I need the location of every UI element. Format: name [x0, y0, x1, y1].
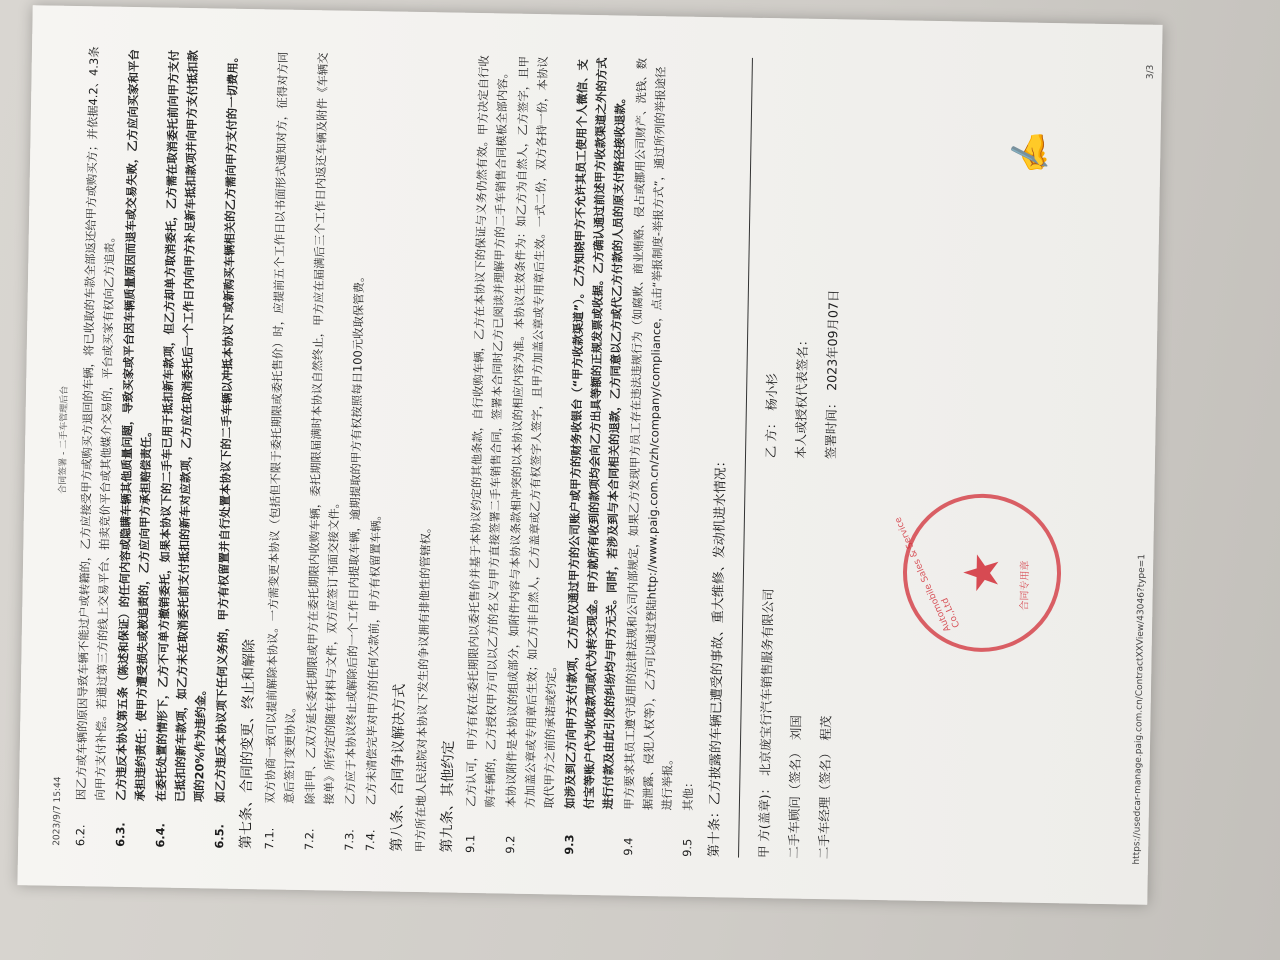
- party-b-column: [756, 58, 853, 460]
- clause-text: 甲方要求其员工遵守适用的法律法规和公司内部规定，如果乙方发现甲方员工存在违法违规行为（如腐败、商业贿赂、侵占或挪用公司财产、洗钱、数据泄露、侵犯人权等），乙方可以通过登陆http://www.paig.com.cn/zh/company/compliance，点击“举报制度-举报方式”，通过所列的举报途径进行举报。: [621, 57, 675, 811]
- clause-number: 7.2.: [302, 828, 317, 851]
- page-doc-title: 合同签署 - 二手车管理后台: [58, 385, 71, 494]
- clause-number: 9.4: [621, 837, 636, 856]
- clause-text: 在委托处置的情形下，乙方不可单方撤销委托，如果本协议下的二手车已用于抵扣新车款项，但乙方却单方取消委托，乙方需在取消委托前向甲方支付已抵扣的新车款项，如乙方未在取消委托前支付抵扣的新车对应款项，乙方应在取消委托后一个工作日内向甲方补足新车抵扣款项并向甲方支付抵扣款项的20%作为违约金。: [153, 49, 208, 803]
- clause-number: 6.4.: [153, 822, 168, 848]
- clause-number: 7.3.: [342, 828, 357, 851]
- clause-number: 7.1.: [262, 827, 277, 850]
- sign-date: 2023年09月07日: [824, 289, 841, 391]
- section-8-text: 甲方所在地人民法院对本协议下发生的争议拥有排他性的管辖权。: [413, 521, 433, 853]
- date-label: 签署时间：: [822, 396, 840, 460]
- party-b-label: 乙 方：: [762, 416, 779, 459]
- clause-text: 乙方应于本协议终止或解除后的一个工作日内提取车辆，逾期提取的甲方有权按照每日100元收取保管费。: [342, 270, 367, 805]
- clause-text: 本协议附件是本协议的组成部分，如附件内容与本协议条款相冲突的以本协议的相应内容为准。本协议生效条件为：如乙方为自然人，乙方签字，且甲方加盖公章或专用章后生效；如乙方非自然人，乙方盖章或乙方有权签字人签字，且甲方加盖公章或专用章后生效。一式二份，双方各持一份，本协议取代甲方之前的承诺或约定。: [503, 55, 559, 809]
- clause-number: 6.2.: [73, 824, 88, 847]
- manager-label: 二手车经理（签名）: [815, 746, 833, 860]
- footer-url: https://usedcar-manage.paig.com.cn/ContractXXView/43046?type=1: [1131, 553, 1148, 865]
- advisor-signature: 刘国: [788, 714, 804, 741]
- party-a-label: 甲 方(盖章)：: [755, 781, 773, 859]
- advisor-label: 二手车顾问（签名）: [785, 745, 803, 859]
- clause-number: 9.2: [503, 835, 518, 854]
- seal-ring-text: Automobile Sales & Service Co.,Ltd: [893, 515, 963, 633]
- section-9-title: 第九条、其他约定: [439, 740, 457, 853]
- page-content: [48, 46, 1132, 865]
- print-timestamp: 2023/9/7 15:44: [52, 776, 64, 846]
- clause-number: 9.1: [463, 834, 478, 854]
- clause-text: 如乙方违反本协议项下任何义务的，甲方有权留置并自行处置本协议下的二手车辆以冲抵本协议下或新购买车辆相关的乙方需向甲方支付的一切费用。: [212, 50, 240, 803]
- clause-text: 其他：: [680, 776, 696, 811]
- manager-signature: 程茂: [818, 715, 834, 741]
- page-number: 3/3: [1145, 64, 1156, 80]
- seal-inner-text: 合同专用章: [1019, 560, 1032, 611]
- clause-number: 9.5: [680, 838, 695, 857]
- party-a-name: 北京庞宝行汽车销售服务有限公司: [757, 588, 776, 776]
- clause-text: 除非甲、乙双方延长委托期限或甲方在委托期限内收购车辆，委托期限届满时本协议自然终止，甲方应在届满后三个工作日内返还车辆及附件《车辆交接单》所约定的随车材料与文件，双方应签订书面交接文件。: [302, 52, 342, 805]
- signature-block: [738, 58, 853, 860]
- clause-text: 因乙方或车辆的原因导致车辆不能过户或转籍的，乙方应接受甲方或购买方退回的车辆，将已收取的车款全部返还给甲方或购买方；并依据4.2、4.3条向甲方支付补偿。若通过第三方的线上交易平台、拍卖竞价平台或其他媒介交易的，平台或买家有权向乙方追责。: [73, 46, 117, 801]
- clause-text: 双方协商一致可以提前解除本协议。一方需变更本协议（包括但不限于委托期限或委托售价）时，应提前五个工作日以书面形式通知对方，征得对方同意后签订变更协议。: [262, 51, 298, 804]
- party-a-column: [749, 458, 846, 860]
- clause-text: 乙方违反本协议第五条（陈述和保证）的任何内容或隐瞒车辆其他质量问题，导致买家或平台因车辆质量原因而退车或交易失败，乙方应向买家和平台承担违约责任；使甲方遭受损失或被追责的，乙方应向甲方承担赔偿责任。: [113, 49, 154, 802]
- section-7-title: 第七条、合同的变更、终止和解除: [238, 638, 258, 850]
- clause-number: 7.4.: [363, 829, 378, 852]
- party-b-name: 杨小杉: [763, 373, 780, 411]
- clause-number: 6.3.: [113, 822, 128, 847]
- clause-text: 如涉及到乙方向甲方支付款项，乙方应仅通过甲方的公司账户或甲方的财务收银台（“甲方收款渠道”）。乙方知晓甲方不允许其员工使用个人微信、支付宝等账户代为收取款项或代为转交现金。甲方就所有收到的款项均会向乙方出具等额的正规发票或收据。乙方确认通过前述甲方收款渠道之外的方式进行付款及由此引发的纠纷均与甲方无关。同时，若涉及到与本合同相关的退款，乙方同意以乙方或代乙方付款的人员的原支付路径接收退款。: [562, 57, 628, 810]
- handwritten-signature: ✍: [1007, 129, 1054, 178]
- contract-page: [17, 5, 1162, 905]
- clause-number: 6.5.: [212, 823, 227, 849]
- clause-text: 乙方认可，甲方有权在委托期限内以委托售价并基于本协议约定的其他条款，自行收购车辆，乙方在本协议下的保证与义务仍然有效。甲方决定自行收购车辆的，乙方授权甲方可以以乙方的名义与甲方直接签署二手车销售合同，签署本合同时乙方已阅读并理解甲方的二手车销售合同模板全部内容。: [463, 55, 510, 808]
- section-10-title: 第十条：乙方披露的车辆已遭受的事故、重大维修、发动机进水情况：: [707, 454, 730, 858]
- seal-star-icon: ★: [953, 550, 1011, 595]
- clause-text: 乙方未清偿完毕对甲方的任何欠款前，甲方有权留置车辆。: [363, 508, 384, 806]
- section-8-title: 第八条、合同争议解决方式: [389, 683, 408, 852]
- clause-number: 9.3: [562, 834, 577, 855]
- representative-label: 本人或授权代表签名：: [792, 333, 811, 459]
